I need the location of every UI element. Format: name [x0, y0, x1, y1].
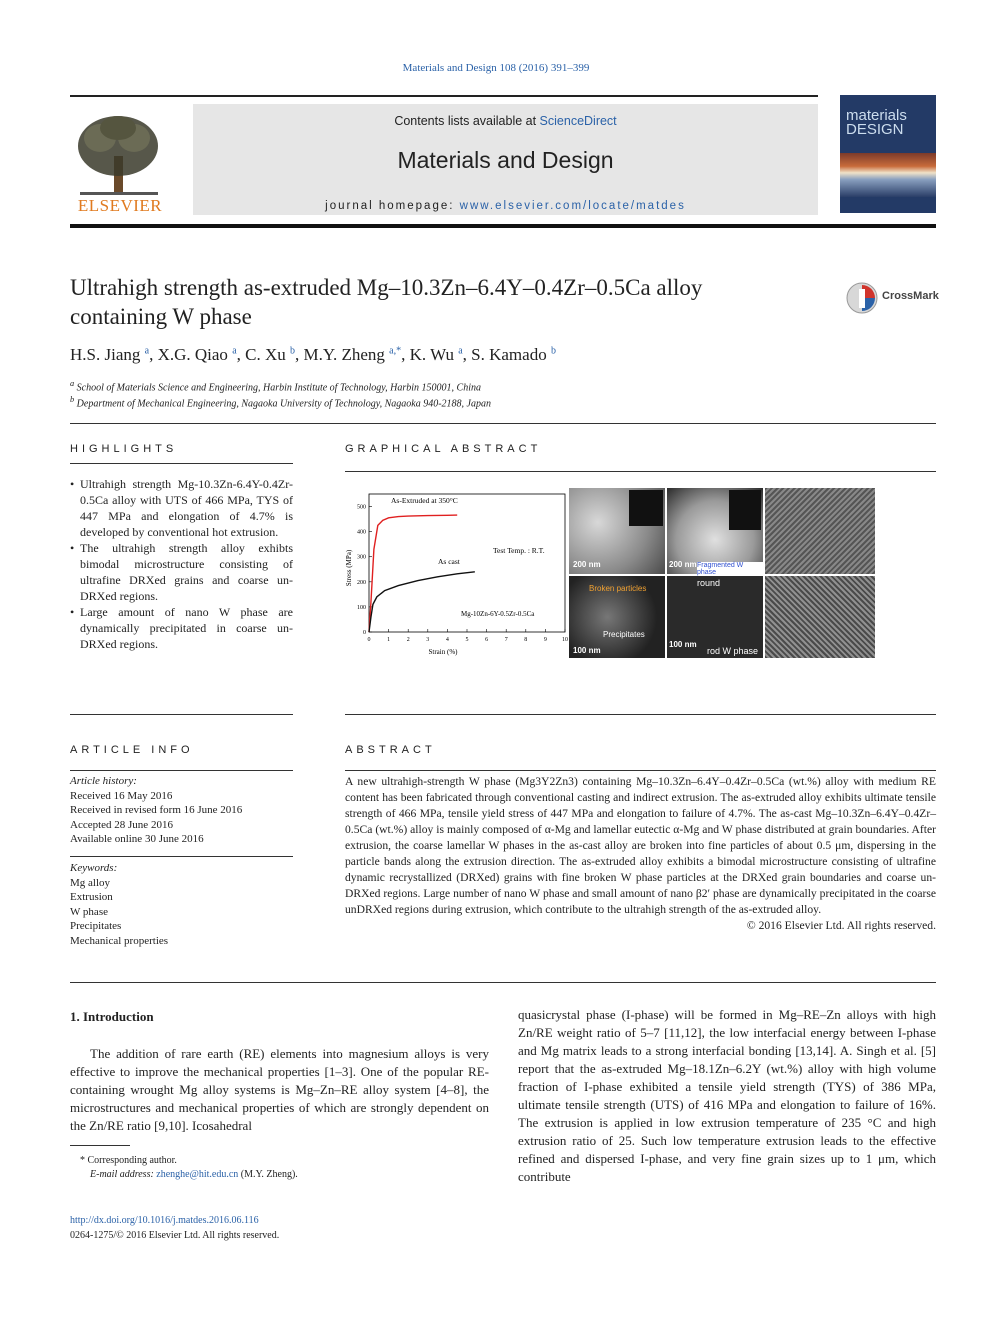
corresponding-author-note: * Corresponding author.: [80, 1155, 177, 1166]
journal-reference[interactable]: Materials and Design 108 (2016) 391–399: [402, 62, 590, 74]
fragmented-label: Fragmented W phase: [697, 562, 763, 576]
crossmark-icon: [846, 282, 878, 314]
author[interactable]: C. Xu $^b$: [245, 345, 296, 364]
legend-as-cast: As cast: [438, 557, 460, 566]
keyword: Extrusion: [70, 891, 113, 903]
divider: [70, 982, 936, 983]
history-item: Received 16 May 2016: [70, 789, 173, 802]
highlight-item: • Large amount of nano W phase are dynamically precipitated in coarse un-DRXed regions.: [70, 604, 293, 652]
keyword: Mg alloy: [70, 876, 111, 889]
graphical-abstract-heading: GRAPHICAL ABSTRACT: [345, 443, 542, 455]
highlight-item: • The ultrahigh strength alloy exhibts bimodal microstructure consisting of ultrafine DRXed grains and coarse un-DRXed regions.: [70, 540, 293, 604]
diffraction-inset: [629, 490, 663, 526]
contents-line: [193, 114, 818, 128]
x-tick-label: 1: [387, 637, 391, 643]
tem-micrograph: [569, 488, 665, 574]
x-tick-label: 3: [426, 637, 430, 643]
diffraction-inset: [729, 490, 761, 530]
email-note: [90, 1169, 298, 1180]
broken-particles-label: Broken particles: [589, 584, 647, 593]
round-label: round: [697, 578, 721, 588]
intro-right-column: [518, 1006, 936, 1186]
rod-label: rod W phase: [707, 646, 759, 656]
article-history: [70, 774, 242, 847]
divider: [70, 856, 293, 857]
y-axis-label: Stress (MPa): [345, 549, 353, 587]
article-info-heading: ARTICLE INFO: [70, 744, 194, 756]
author[interactable]: M.Y. Zheng $^{a,*}$: [303, 345, 402, 364]
cover-artwork: [840, 153, 936, 197]
affiliation: $^a$ School of Materials Science and Engineering, Harbin Institute of Technology, Harbin 150001, China: [70, 379, 481, 394]
x-tick-label: 9: [543, 637, 547, 643]
issn-line: 0264-1275/© 2016 Elsevier Ltd. All rights reserved.: [70, 1230, 280, 1241]
crossmark-label: CrossMark: [882, 290, 939, 302]
affiliation: $^b$ Department of Mechanical Engineering, Nagaoka University of Technology, Nagaoka 940-2188, Japan: [70, 395, 491, 410]
divider: [70, 770, 293, 771]
tem-micrograph: [667, 488, 763, 574]
history-item: Received in revised form 16 June 2016: [70, 804, 243, 816]
y-tick-label: 500: [357, 504, 366, 511]
tem-micrograph: [569, 576, 665, 658]
y-tick-label: 0: [363, 630, 366, 636]
article-title: Ultrahigh strength as-extruded Mg–10.3Zn–6.4Y–0.4Zr–0.5Ca alloy containing W phase: [70, 275, 703, 329]
x-tick-label: 2: [406, 637, 410, 643]
divider: [70, 423, 936, 424]
keyword: Precipitates: [70, 920, 122, 932]
journal-header: [70, 95, 818, 215]
email-owner: (M.Y. Zheng).: [238, 1169, 298, 1180]
highlight-item: • Ultrahigh strength Mg-10.3Zn-6.4Y-0.4Zr-0.5Ca alloy with UTS of 466 MPa, TYS of 447 MPa and elongation of 4.7% is developed by conventional hot extrusion.: [70, 476, 293, 540]
stress-strain-chart: [343, 488, 567, 658]
section-heading: 1. Introduction: [70, 1009, 154, 1024]
homepage-prefix: journal homepage:: [325, 200, 460, 212]
history-item: Available online 30 June 2016: [70, 833, 204, 845]
chart-annotation-temp: Test Temp. : R.T.: [493, 546, 545, 555]
scale-bar-label: 200 nm: [669, 560, 697, 569]
journal-name[interactable]: Materials and Design: [397, 147, 614, 173]
keywords-label: Keywords:: [70, 862, 118, 874]
email-link[interactable]: zhenghe@hit.edu.cn: [156, 1169, 239, 1180]
keywords: [70, 861, 168, 948]
divider: [345, 770, 936, 771]
highlights-list: [70, 476, 293, 652]
publisher-name: ELSEVIER: [77, 196, 163, 215]
history-item: Accepted 28 June 2016: [70, 818, 173, 831]
author[interactable]: H.S. Jiang $^a$: [70, 345, 150, 364]
x-axis-label: Strain (%): [428, 648, 458, 656]
scale-bar-label: 100 nm: [573, 646, 601, 655]
keyword: Mechanical properties: [70, 934, 169, 947]
highlights-heading: HIGHLIGHTS: [70, 443, 178, 455]
cover-title: materials DESIGN: [846, 107, 907, 138]
author-list: H.S. Jiang $^a$, X.G. Qiao $^a$, C. Xu $^b$, M.Y. Zheng $^{a,*}$, K. Wu $^a$, S. Kamado $^b$: [70, 345, 556, 364]
y-tick-label: 100: [357, 604, 366, 611]
journal-cover[interactable]: [840, 95, 936, 213]
x-tick-label: 5: [465, 637, 469, 643]
history-label: Article history:: [70, 775, 137, 787]
keyword: W phase: [70, 905, 108, 918]
header-rule: [70, 224, 936, 228]
contents-prefix: Contents lists available at: [394, 114, 540, 128]
author[interactable]: S. Kamado $^b$: [471, 345, 556, 364]
x-tick-label: 7: [504, 637, 508, 643]
x-tick-label: 4: [445, 637, 449, 643]
x-tick-label: 6: [485, 637, 489, 643]
divider: [345, 714, 936, 715]
y-tick-label: 300: [357, 554, 366, 561]
scale-bar-label: 100 nm: [669, 640, 697, 649]
scale-bar-label: 200 nm: [573, 560, 601, 569]
precipitates-label: Precipitates: [603, 630, 645, 639]
homepage-link[interactable]: www.elsevier.com/locate/matdes: [459, 200, 686, 212]
homepage-line: [193, 200, 818, 212]
hrtem-micrograph: [765, 488, 875, 574]
hrtem-micrograph: [765, 576, 875, 658]
author[interactable]: K. Wu $^a$: [409, 345, 463, 364]
x-tick-label: 0: [367, 637, 371, 643]
abstract-heading: ABSTRACT: [345, 744, 436, 756]
chart-annotation-alloy: Mg-10Zn-6Y-0.5Zr-0.5Ca: [461, 610, 535, 618]
divider: [70, 714, 293, 715]
y-tick-label: 400: [357, 529, 366, 536]
intro-left-column: [70, 1045, 489, 1135]
abstract-text: A new ultrahigh-strength W phase (Mg3Y2Zn3) containing Mg–10.3Zn–6.4Y–0.4Zr–0.5Ca (wt.%) alloy with medium RE content has been fabricated through conventional casting and indirect extrusion. The as-extruded alloy exhibits ultimate tensile strength of 466 MPa, tensile yield stress of 447 MPa and elongation to failure of 4.7%. The as-cast Mg–10.3Zn–6.4Y–0.4Zr–0.5Ca (wt.%) alloy is mainly composed of α-Mg and lamellar eutectic α-Mg and W phase distributed at grain boundaries. After extrusion, the coarse lamellar W phases in the as-cast alloy are broken into fine particles of about 0.5 μm, dispersing in the particle bands along the extrusion direction. The as-extruded alloy exhibits a bimodal microstructure consisting of ultrafine dynamic recrystallized (DRXed) grains with fine broken W phase particles at the DRXed grain boundaries and coarse un-DRXed regions. Large number of nano W phase and small amount of nano β2′ phase are dynamically precipitated in the coarse unDRXed regions during extrusion, which contribute to the ultrahigh strength of the as-extruded alloy.: [345, 775, 936, 916]
abstract-body: [345, 774, 936, 934]
divider: [70, 463, 293, 464]
divider: [345, 471, 936, 472]
y-tick-label: 200: [357, 579, 366, 586]
author[interactable]: X.G. Qiao $^a$: [157, 345, 237, 364]
crossmark-badge[interactable]: [846, 282, 939, 314]
journal-header-panel: [193, 104, 818, 215]
email-label: E-mail address:: [90, 1169, 157, 1180]
x-tick-label: 10: [562, 637, 568, 643]
haadf-micrograph: [667, 576, 763, 658]
abstract-copyright: © 2016 Elsevier Ltd. All rights reserved.: [746, 919, 936, 932]
sciencedirect-link[interactable]: ScienceDirect: [539, 114, 617, 128]
intro-paragraph: The addition of rare earth (RE) elements into magnesium alloys is very effective to improve the mechanical properties [1–3]. One of the popular RE-containing wrought Mg alloy systems is Mg–Zn–RE alloy system [4–8], the microstructures and mechanical properties of which are strongly dependent on the Zn/RE ratio [9,10]. Icosahedral: [70, 1046, 489, 1133]
doi-link[interactable]: http://dx.doi.org/10.1016/j.matdes.2016.06.116: [70, 1215, 259, 1226]
footnote-rule: [70, 1145, 130, 1146]
x-tick-label: 8: [524, 637, 528, 643]
intro-paragraph: quasicrystal phase (I-phase) will be formed in Mg–RE–Zn alloys with high Zn/RE weight ratio of 5–7 [11,12], the low interfacial energy between I-phase and Mg matrix leads to a strong interfacial bonding [13,14]. A. Singh et al. [5] report that the as-extruded Mg–18.1Zn–6.2Y (wt.%) alloy with high volume fraction of I-phase exhibited a tensile yield strength (TYS) of 386 MPa, ultimate tensile strength (UTS) of 416 MPa and elongation to failure of 16%. The extrusion is applied in low extrusion temperature of 235 °C and high extrusion ratio of 25. Such low temperature extrusion leads to the effective refined and dispersed I-phase, and very fine grain sizes up to 1 μm, which contribute: [518, 1007, 936, 1184]
legend-extruded: As-Extruded at 350°C: [391, 496, 458, 505]
